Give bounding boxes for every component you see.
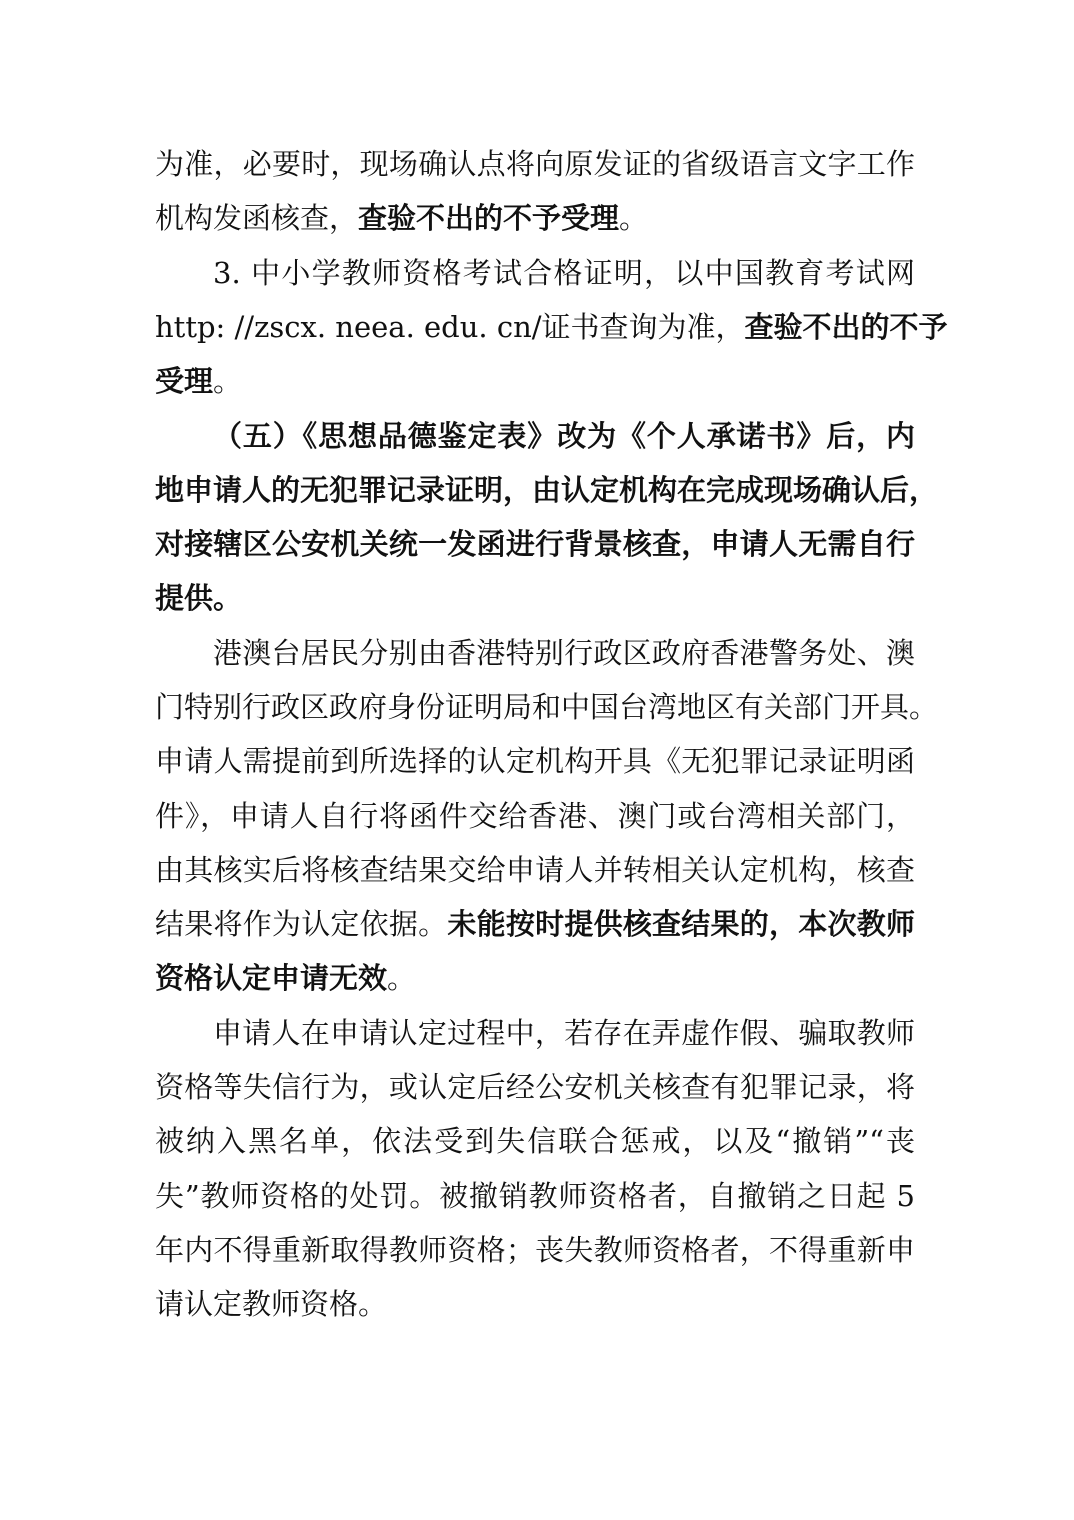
item3-line3	[155, 361, 915, 401]
dishonesty-line6: 请认定教师资格。	[155, 1287, 388, 1321]
hmt-bold-warning-end: 资格认定申请无效	[155, 961, 388, 995]
hmt-line1: 港澳台居民分别由香港特别行政区政府香港警务处、澳	[213, 636, 915, 670]
dishonesty-line4: 失”教师资格的处罚。被撤销教师资格者，自撤销之日起 5	[155, 1179, 915, 1213]
section5-line2: 地申请人的无犯罪记录证明，由认定机构在完成现场确认后，	[155, 473, 939, 507]
hmt-line5: 由其核实后将核查结果交给申请人并转相关认定机构，核查	[155, 853, 915, 887]
item2-tail-line2	[155, 198, 915, 238]
section5-line3: 对接辖区公安机关统一发函进行背景核查，申请人无需自行	[155, 527, 915, 561]
hmt-line6	[155, 904, 915, 944]
item2-tail-text: 机构发函核查，	[155, 201, 359, 235]
dishonesty-line2: 资格等失信行为，或认定后经公安机关核查有犯罪记录，将	[155, 1070, 915, 1104]
item2-period: 。	[619, 201, 649, 235]
item3-bold-warning-end: 受理	[155, 364, 214, 398]
item3-line1: 3. 中小学教师资格考试合格证明，以中国教育考试网	[213, 256, 915, 290]
item2-tail-line1: 为准，必要时，现场确认点将向原发证的省级语言文字工作	[155, 147, 915, 181]
item3-url-text: http: //zscx. neea. edu. cn/证书查询为准，	[155, 310, 745, 344]
hmt-line2: 门特别行政区政府身份证明局和中国台湾地区有关部门开具。	[155, 690, 939, 724]
item3-period: 。	[213, 364, 243, 398]
section5-line4: 提供。	[155, 581, 243, 615]
item3-bold-warning: 查验不出的不予	[744, 310, 948, 344]
hmt-line4: 件》，申请人自行将函件交给香港、澳门或台湾相关部门，	[155, 799, 915, 833]
hmt-line6-text: 结果将作为认定依据。	[155, 907, 448, 941]
hmt-line3: 申请人需提前到所选择的认定机构开具《无犯罪记录证明函	[155, 744, 915, 778]
item2-bold-warning: 查验不出的不予受理	[358, 201, 620, 235]
dishonesty-line1: 申请人在申请认定过程中，若存在弄虚作假、骗取教师	[213, 1016, 915, 1050]
hmt-period: 。	[387, 961, 417, 995]
item3-line2	[155, 307, 948, 347]
dishonesty-line5: 年内不得重新取得教师资格；丧失教师资格者，不得重新申	[155, 1233, 915, 1267]
hmt-line7	[155, 958, 915, 998]
section5-line1: （五）《思想品德鉴定表》改为《个人承诺书》后，内	[213, 419, 915, 453]
dishonesty-line3: 被纳入黑名单，依法受到失信联合惩戒，以及“撤销”“丧	[155, 1124, 915, 1158]
hmt-bold-warning: 未能按时提供核查结果的，本次教师	[447, 907, 915, 941]
